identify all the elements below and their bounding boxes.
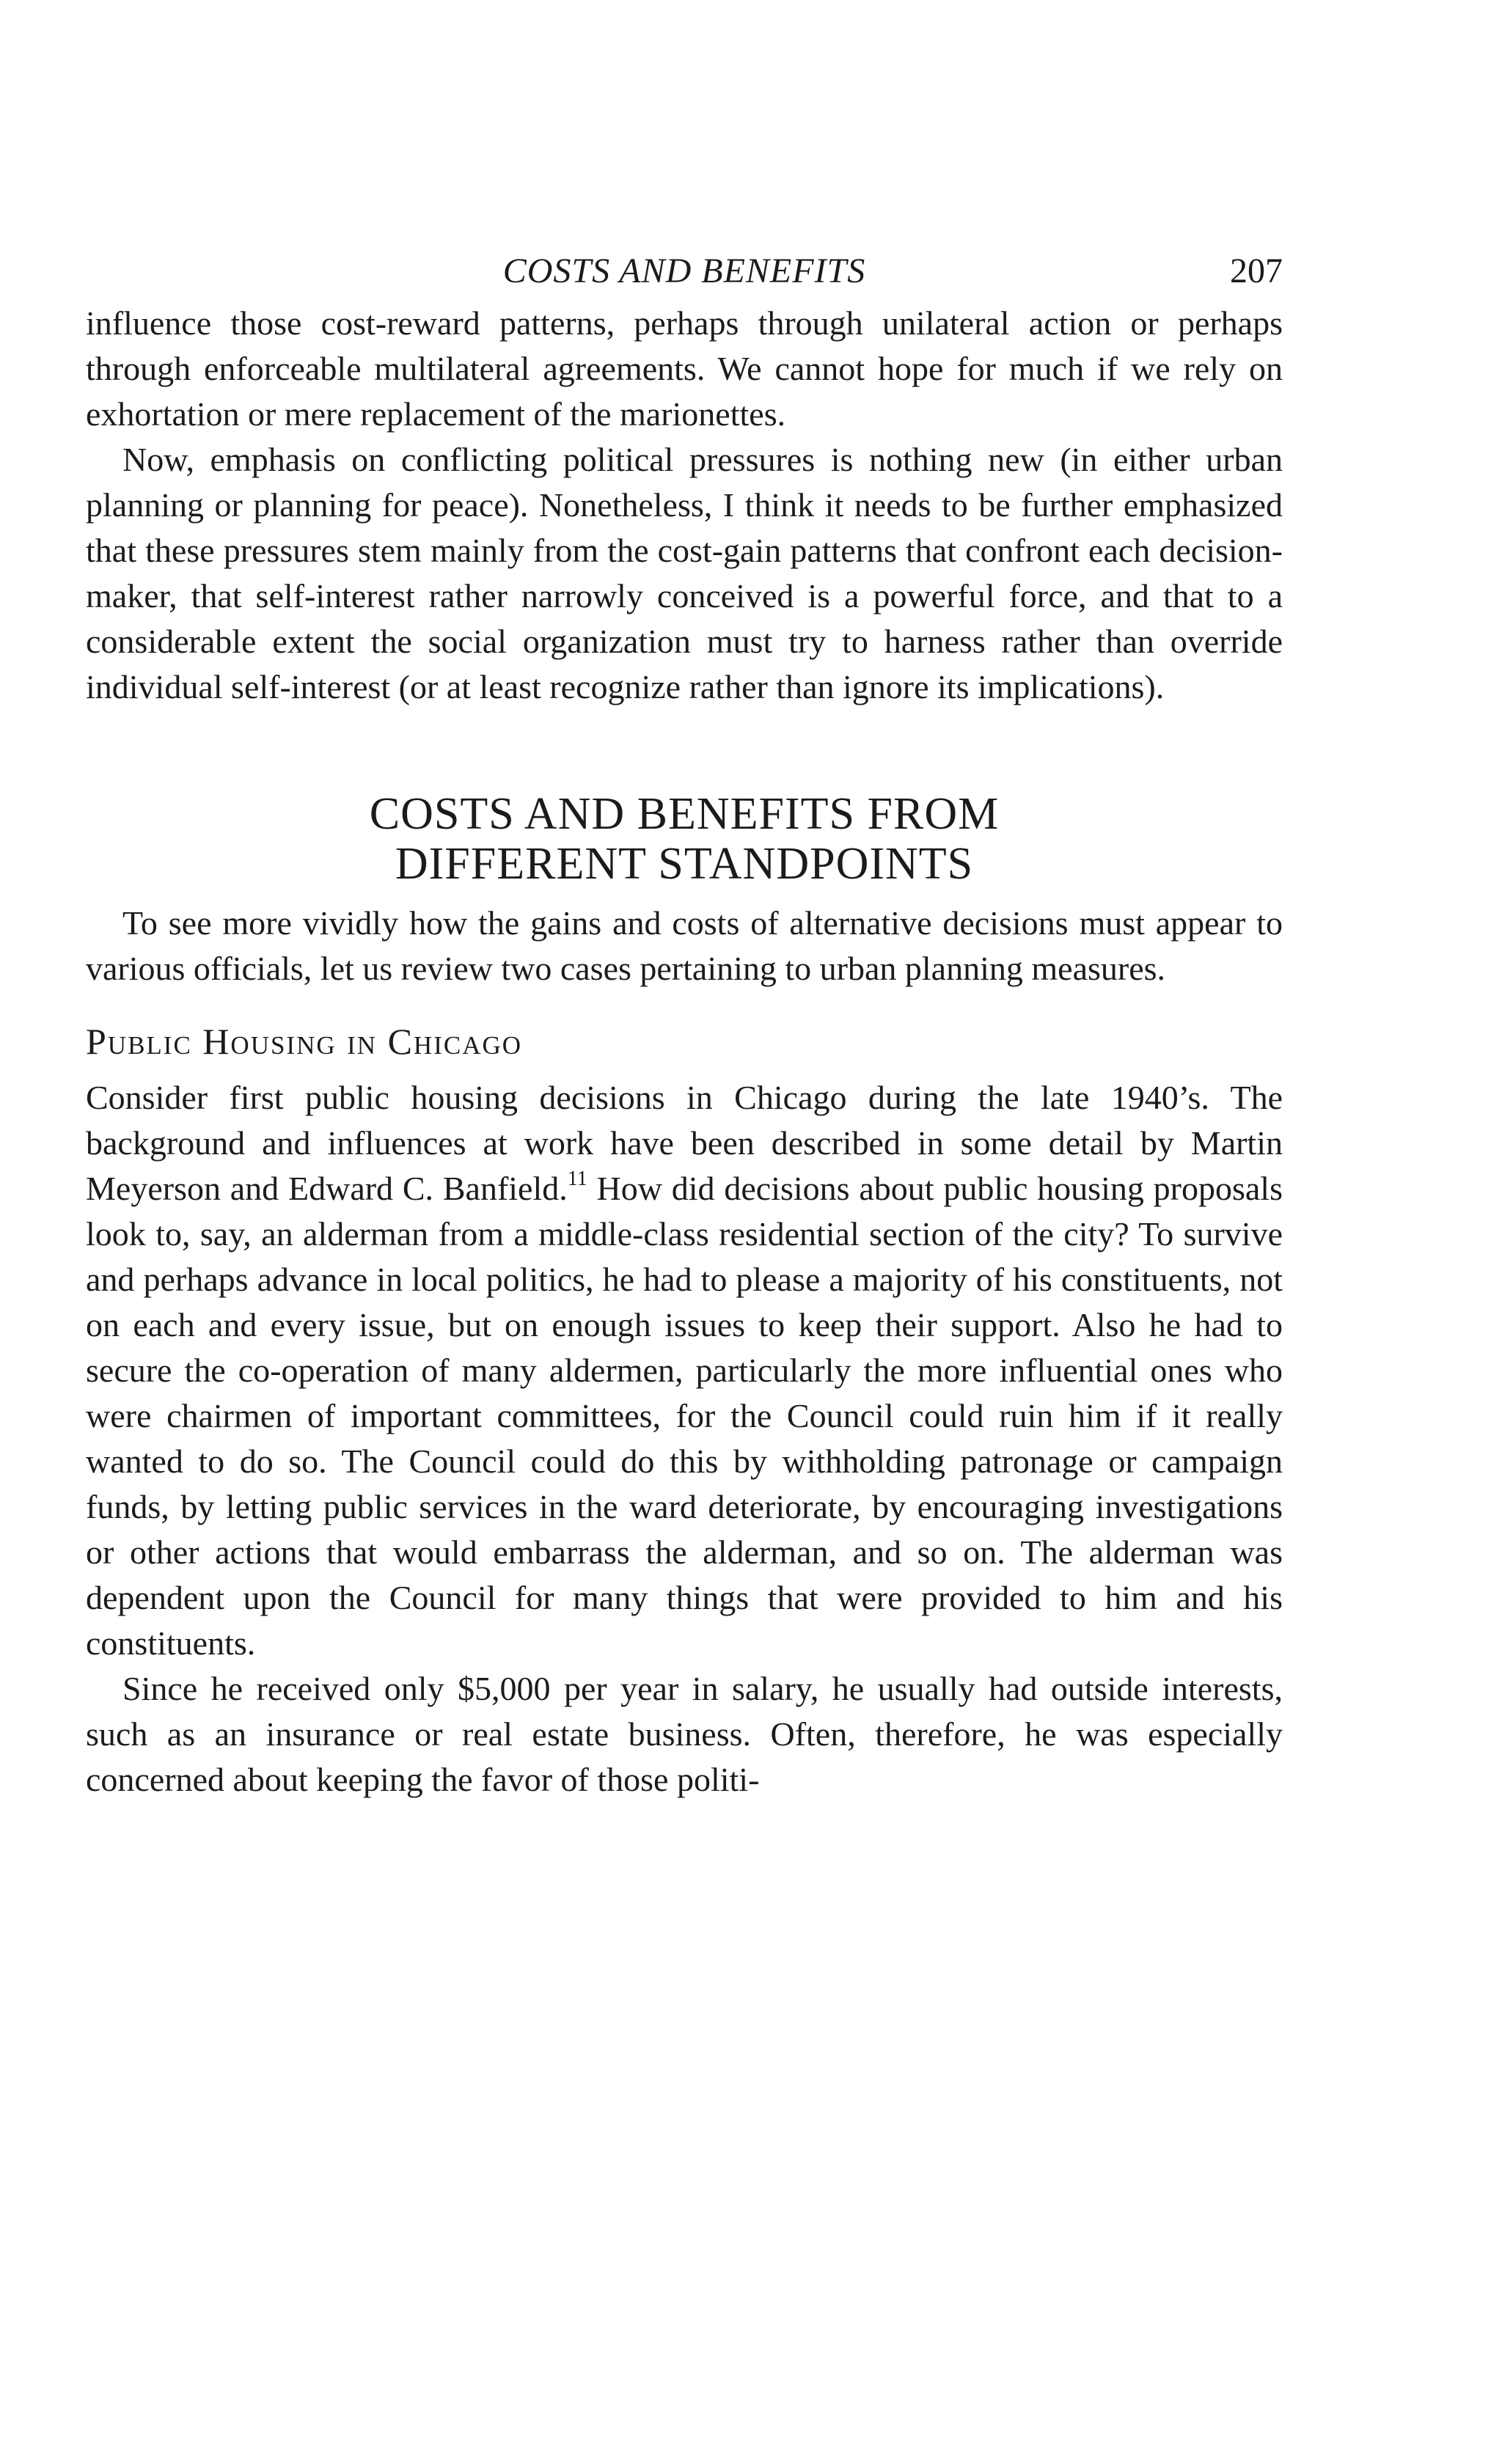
paragraph-political-pressures: Now, emphasis on conflicting political pressures is nothing new (in either urban planning or planning for peace). Nonetheless, I think it needs to be further emphasized that these pressures stem mainly from the cost-gain patterns that confront each decision-maker, that self-interest rather narrowly conceived is a powerful force, and that to a considerable extent the social organization must try to harness rather than override individual self-interest (or at least recognize rather than ignore its implications). <box>86 441 1283 705</box>
paragraph-chicago-housing <box>86 1075 1283 1666</box>
paragraph-intro-cases: To see more vividly how the gains and costs of alternative decisions must appear to various officials, let us review two cases pertaining to urban planning measures. <box>86 904 1283 987</box>
paragraph-text-after-note: How did decisions about public housing proposals look to, say, an alderman from a middle-class residential section of the city? To survive and perhaps advance in local politics, he had to please a majority of his constituents, not on each and every issue, but on enough issues to keep their support. Also he had to secure the co-operation of many aldermen, particularly the more influential ones who were chairmen of important committees, for the Council could ruin him if it really wanted to do so. The Council could do this by withholding patronage or campaign funds, by letting public services in the ward deteriorate, by encouraging investigations or other actions that would embarrass the alderman, and so on. The alderman was dependent upon the Council for many things that were provided to him and his constituents. <box>86 1170 1283 1662</box>
paragraph-text-before-note: Consider first public housing decisions in Chicago during the late 1940’s. The background and influences at work have been described in some detail by Martin Meyerson and Edward C. Banfield. <box>86 1079 1283 1207</box>
page-number: 207 <box>1230 252 1283 290</box>
paragraph-continuation: influence those cost-reward patterns, perhaps through unilateral action or perhaps through enforceable multilateral agreements. We cannot hope for much if we rely on exhortation or mere replacement of the marionettes. <box>86 304 1283 433</box>
running-title: COSTS AND BENEFITS <box>502 252 866 290</box>
section-heading-line-1: COSTS AND BENEFITS FROM <box>369 789 1000 839</box>
section-heading <box>86 789 1283 889</box>
footnote-reference[interactable]: 11 <box>567 1167 587 1190</box>
subsection-heading: Public Housing in Chicago <box>86 1021 523 1062</box>
book-page <box>86 242 1283 1803</box>
running-head <box>86 242 1283 301</box>
paragraph-alderman-salary: Since he received only $5,000 per year in salary, he usually had outside interests, such as an insurance or real estate business. Often, therefore, he was especially concerned about keeping the favor of those politi- <box>86 1670 1283 1798</box>
section-heading-line-2: DIFFERENT STANDPOINTS <box>395 839 974 889</box>
